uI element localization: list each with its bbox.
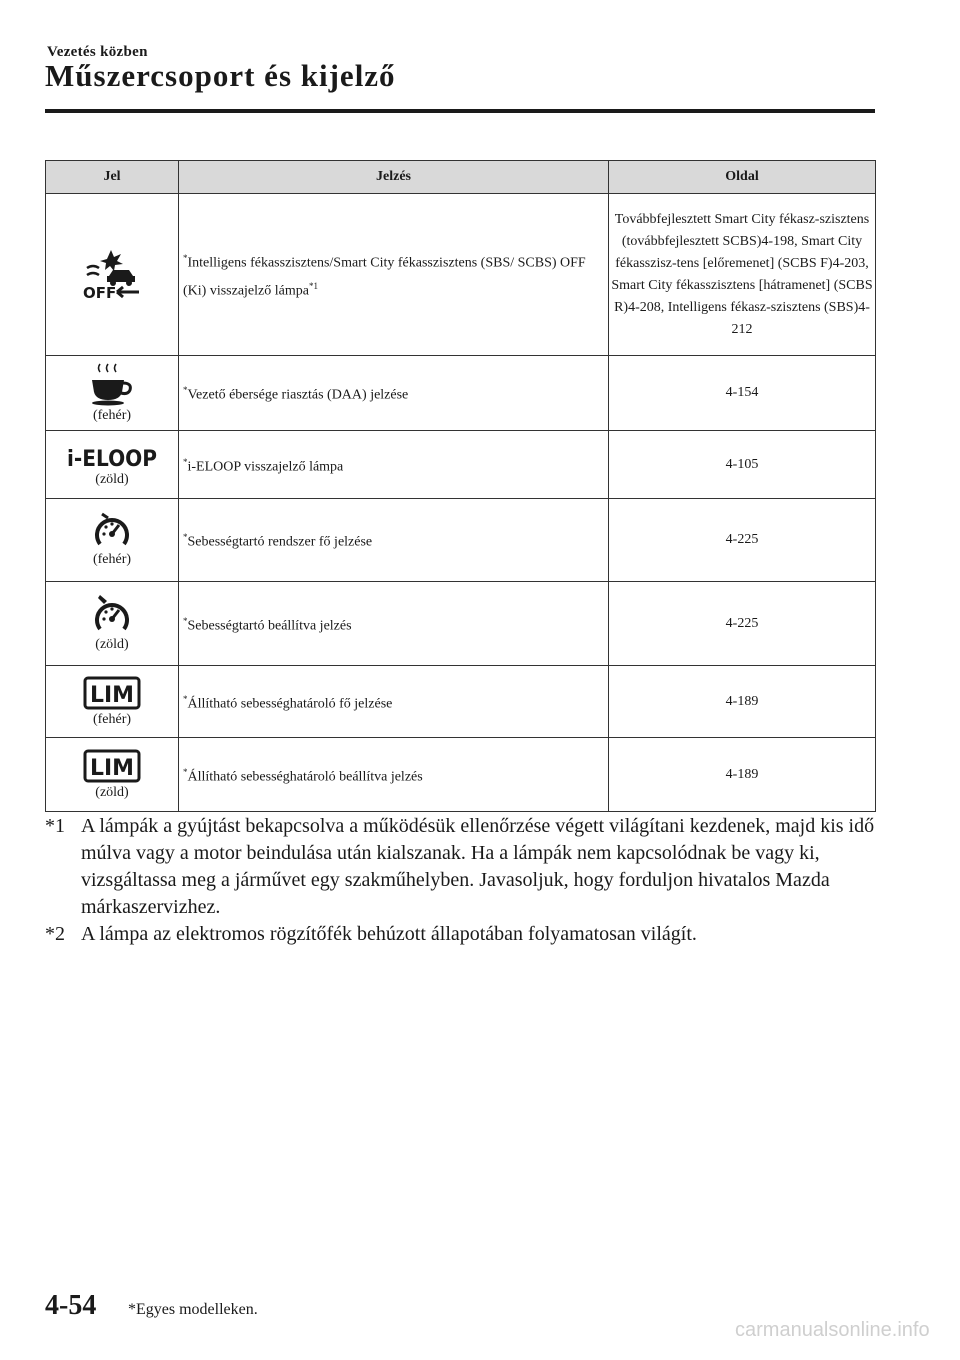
footnote-item — [45, 813, 875, 921]
description-cell: *Vezető ébersége riasztás (DAA) jelzése — [179, 356, 609, 431]
lim-icon — [83, 676, 141, 710]
model-footnote: *Egyes modelleken. — [128, 1301, 258, 1318]
symbol-cell — [46, 666, 179, 738]
color-caption: (zöld) — [95, 784, 129, 800]
color-caption: (fehér) — [92, 408, 132, 423]
indicator-table — [45, 160, 876, 812]
table-row — [46, 582, 876, 666]
page-cell: Továbbfejlesztett Smart City fékasz-szisztens (továbbfejlesztett SCBS)4-198, Smart City fékasszisz-tens [előremenet] (SCBS F)4-203, Smart City fékasszisztens [hátramenet] (SCBS R)4-208, Intelligens fékasz-szisztens (SBS)4-212 — [609, 194, 876, 356]
footnote-text: A lámpa az elektromos rögzítőfék behúzott állapotában folyamatosan világít. — [81, 923, 697, 945]
symbol-cell — [46, 431, 179, 499]
color-caption: (zöld) — [95, 636, 129, 652]
page-cell: 4-154 — [609, 356, 876, 431]
description-cell: *Sebességtartó rendszer fő jelzése — [179, 499, 609, 582]
coffee-cup-icon — [88, 362, 136, 406]
svg-text:i-ELOOP: i-ELOOP — [67, 446, 157, 470]
table-row — [46, 194, 876, 356]
footnote-marker: *2 — [45, 923, 65, 945]
cruise-control-set-icon — [92, 595, 132, 635]
description-cell: *i-ELOOP visszajelző lámpa — [179, 431, 609, 499]
sbs-off-warning-icon — [77, 250, 147, 300]
svg-text:LIM: LIM — [90, 682, 134, 708]
page-cell: 4-225 — [609, 499, 876, 582]
footnotes — [45, 813, 875, 948]
footnote-marker: *1 — [45, 815, 65, 837]
column-header: Oldal — [609, 161, 876, 194]
i-eloop-icon — [66, 442, 158, 470]
symbol-cell — [46, 582, 179, 666]
symbol-cell — [46, 194, 179, 356]
table-row — [46, 499, 876, 582]
footnote-text: A lámpák a gyújtást bekapcsolva a működésük ellenőrzése végett világítani kezdenek, majd kis idő múlva vagy a motor beindulása után kialszanak. Ha a lámpák nem kapcsolódnak be vagy ki, vizsgáltassa meg a járművet egy szakműhelyben. Javasoljuk, hogy forduljon hivatalos Mazda márkaszervizhez. — [81, 815, 875, 918]
table-row — [46, 431, 876, 499]
color-caption: (fehér) — [92, 552, 132, 567]
description-cell: *Intelligens fékasszisztens/Smart City fékasszisztens (SBS/ SCBS) OFF (Ki) visszajelző lámpa$^{*1}$ — [179, 194, 609, 356]
table-row — [46, 356, 876, 431]
description-cell: *Állítható sebességhatároló fő jelzése — [179, 666, 609, 738]
page-cell: 4-189 — [609, 738, 876, 812]
svg-text:LIM: LIM — [90, 755, 134, 781]
symbol-cell — [46, 499, 179, 582]
section-label: Vezetés közben — [47, 44, 148, 60]
watermark: carmanualsonline.info — [735, 1319, 930, 1341]
color-caption: (fehér) — [92, 711, 132, 727]
page-cell: 4-105 — [609, 431, 876, 499]
color-caption: (zöld) — [95, 471, 129, 487]
page-number: 4-54 — [45, 1290, 97, 1321]
lim-icon — [83, 749, 141, 783]
page-cell: 4-189 — [609, 666, 876, 738]
symbol-cell — [46, 356, 179, 431]
column-header: Jel — [46, 161, 179, 194]
description-cell: *Sebességtartó beállítva jelzés — [179, 582, 609, 666]
cruise-control-icon — [92, 512, 132, 550]
description-cell: *Állítható sebességhatároló beállítva jelzés — [179, 738, 609, 812]
svg-text:OFF: OFF — [83, 283, 117, 300]
footnote-item — [45, 921, 875, 948]
title-rule — [45, 109, 875, 113]
table-header-row — [46, 161, 876, 194]
page-cell: 4-225 — [609, 582, 876, 666]
symbol-cell — [46, 738, 179, 812]
table-row — [46, 738, 876, 812]
column-header: Jelzés — [179, 161, 609, 194]
page-title: Műszercsoport és kijelző — [45, 58, 396, 93]
table-row — [46, 666, 876, 738]
